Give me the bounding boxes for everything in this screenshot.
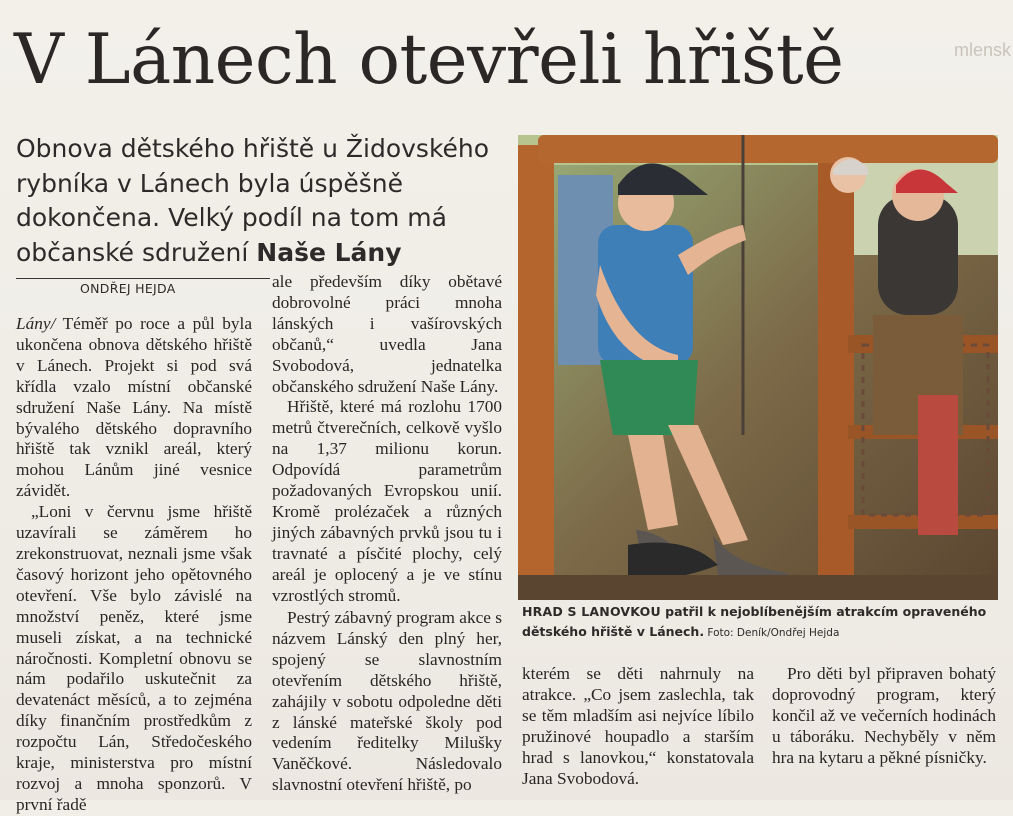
caption-text: patřil k nejoblíbenějším atrakcím opraveného dětského hřiště v Lánech. bbox=[522, 604, 987, 639]
body-column-3 bbox=[522, 664, 754, 789]
adjacent-page-fragment: mlensk bbox=[954, 40, 1012, 60]
paragraph-4-continued: kterém se děti nahrnuly na atrakce. „Co jsem zaslechla, tak se těm mladším asi nejvíce líbilo pružinové houpadlo a starším hrad s lanovkou,“ konstatovala Jana Svobodová. bbox=[522, 664, 754, 788]
lead-organization: Naše Lány bbox=[256, 237, 402, 267]
body-column-4 bbox=[772, 664, 996, 769]
dateline: Lány/ bbox=[16, 314, 56, 333]
photo-caption bbox=[522, 602, 1000, 643]
playground-photo-illustration bbox=[518, 135, 998, 600]
article-headline: V Lánech otevřeli hřiště bbox=[14, 20, 844, 100]
paragraph-5: Pro děti byl připraven bohatý doprovodný program, který končil až ve večerních hodinách u táboráku. Nechyběly v něm hra na kytaru a pěkné písničky. bbox=[772, 664, 996, 767]
paragraph-4: Pestrý zábavný program akce s názvem Lánský den plný her, spojený se slavnostním otevřením dětského hřiště, zahájily v sobotu odpoledne děti z lánské mateřské školy pod vedením ředitelky Milušky Vaněčkové. Následovalo slavnostní otevření hřiště, po bbox=[272, 608, 502, 795]
paragraph-2-continued: ale především díky obětavé dobrovolné práci mnoha lánských i vašírovských občanů,“ uvedla Jana Svobodová, jednatelka občanského sdružení Naše Lány. bbox=[272, 272, 502, 396]
article-lead bbox=[16, 132, 506, 270]
photo-credit: Foto: Deník/Ondřej Hejda bbox=[704, 627, 840, 639]
caption-lead: HRAD S LANOVKOU bbox=[522, 604, 661, 619]
article-photo bbox=[518, 135, 998, 600]
paragraph-3: Hřiště, které má rozlohu 1700 metrů čtverečních, celkově vyšlo na 1,37 milionu korun. Odpovídá parametrům požadovaných Evropskou unií. Kromě prolézaček a různých jiných zábavných prvků jsou tu i travnaté a písčité plochy, celý areál je oplocený a je ve stínu vzrostlých stromů. bbox=[272, 397, 502, 605]
body-column-2 bbox=[272, 272, 502, 607]
body-column-2-lower bbox=[272, 608, 502, 796]
paragraph-1 bbox=[16, 314, 252, 502]
lead-text: Obnova dětského hřiště u Židovského rybníka v Lánech byla úspěšně dokončena. Velký podíl na tom má občanské sdružení bbox=[16, 134, 490, 267]
author-byline: ONDŘEJ HEJDA bbox=[16, 278, 270, 296]
body-column-1 bbox=[16, 314, 252, 816]
paragraph-1-text: Téměř po roce a půl byla ukončena obnova dětského hřiště v Lánech. Projekt si pod svá křídla vzalo místní občanské sdružení Naše Lány. Na místě bývalého dětského dopravního hřiště tak vznikl areál, který mohou Lánům jiné vesnice závidět. bbox=[16, 314, 252, 501]
paragraph-2: „Loni v červnu jsme hřiště uzavírali se záměrem ho zrekonstruovat, neznali jsme však časový horizont jeho opětovného otevření. Vše bylo závislé na množství peněz, které jsme museli získat, a na technické náročnosti. Kompletní obnovu se nám podařilo uskutečnit za devatenáct měsíců, a to zejména díky finančním prostředkům z rozpočtu Lán, Středočeského kraje, ministerstva pro místní rozvoj a mnoha sponzorů. V první řadě bbox=[16, 502, 252, 814]
